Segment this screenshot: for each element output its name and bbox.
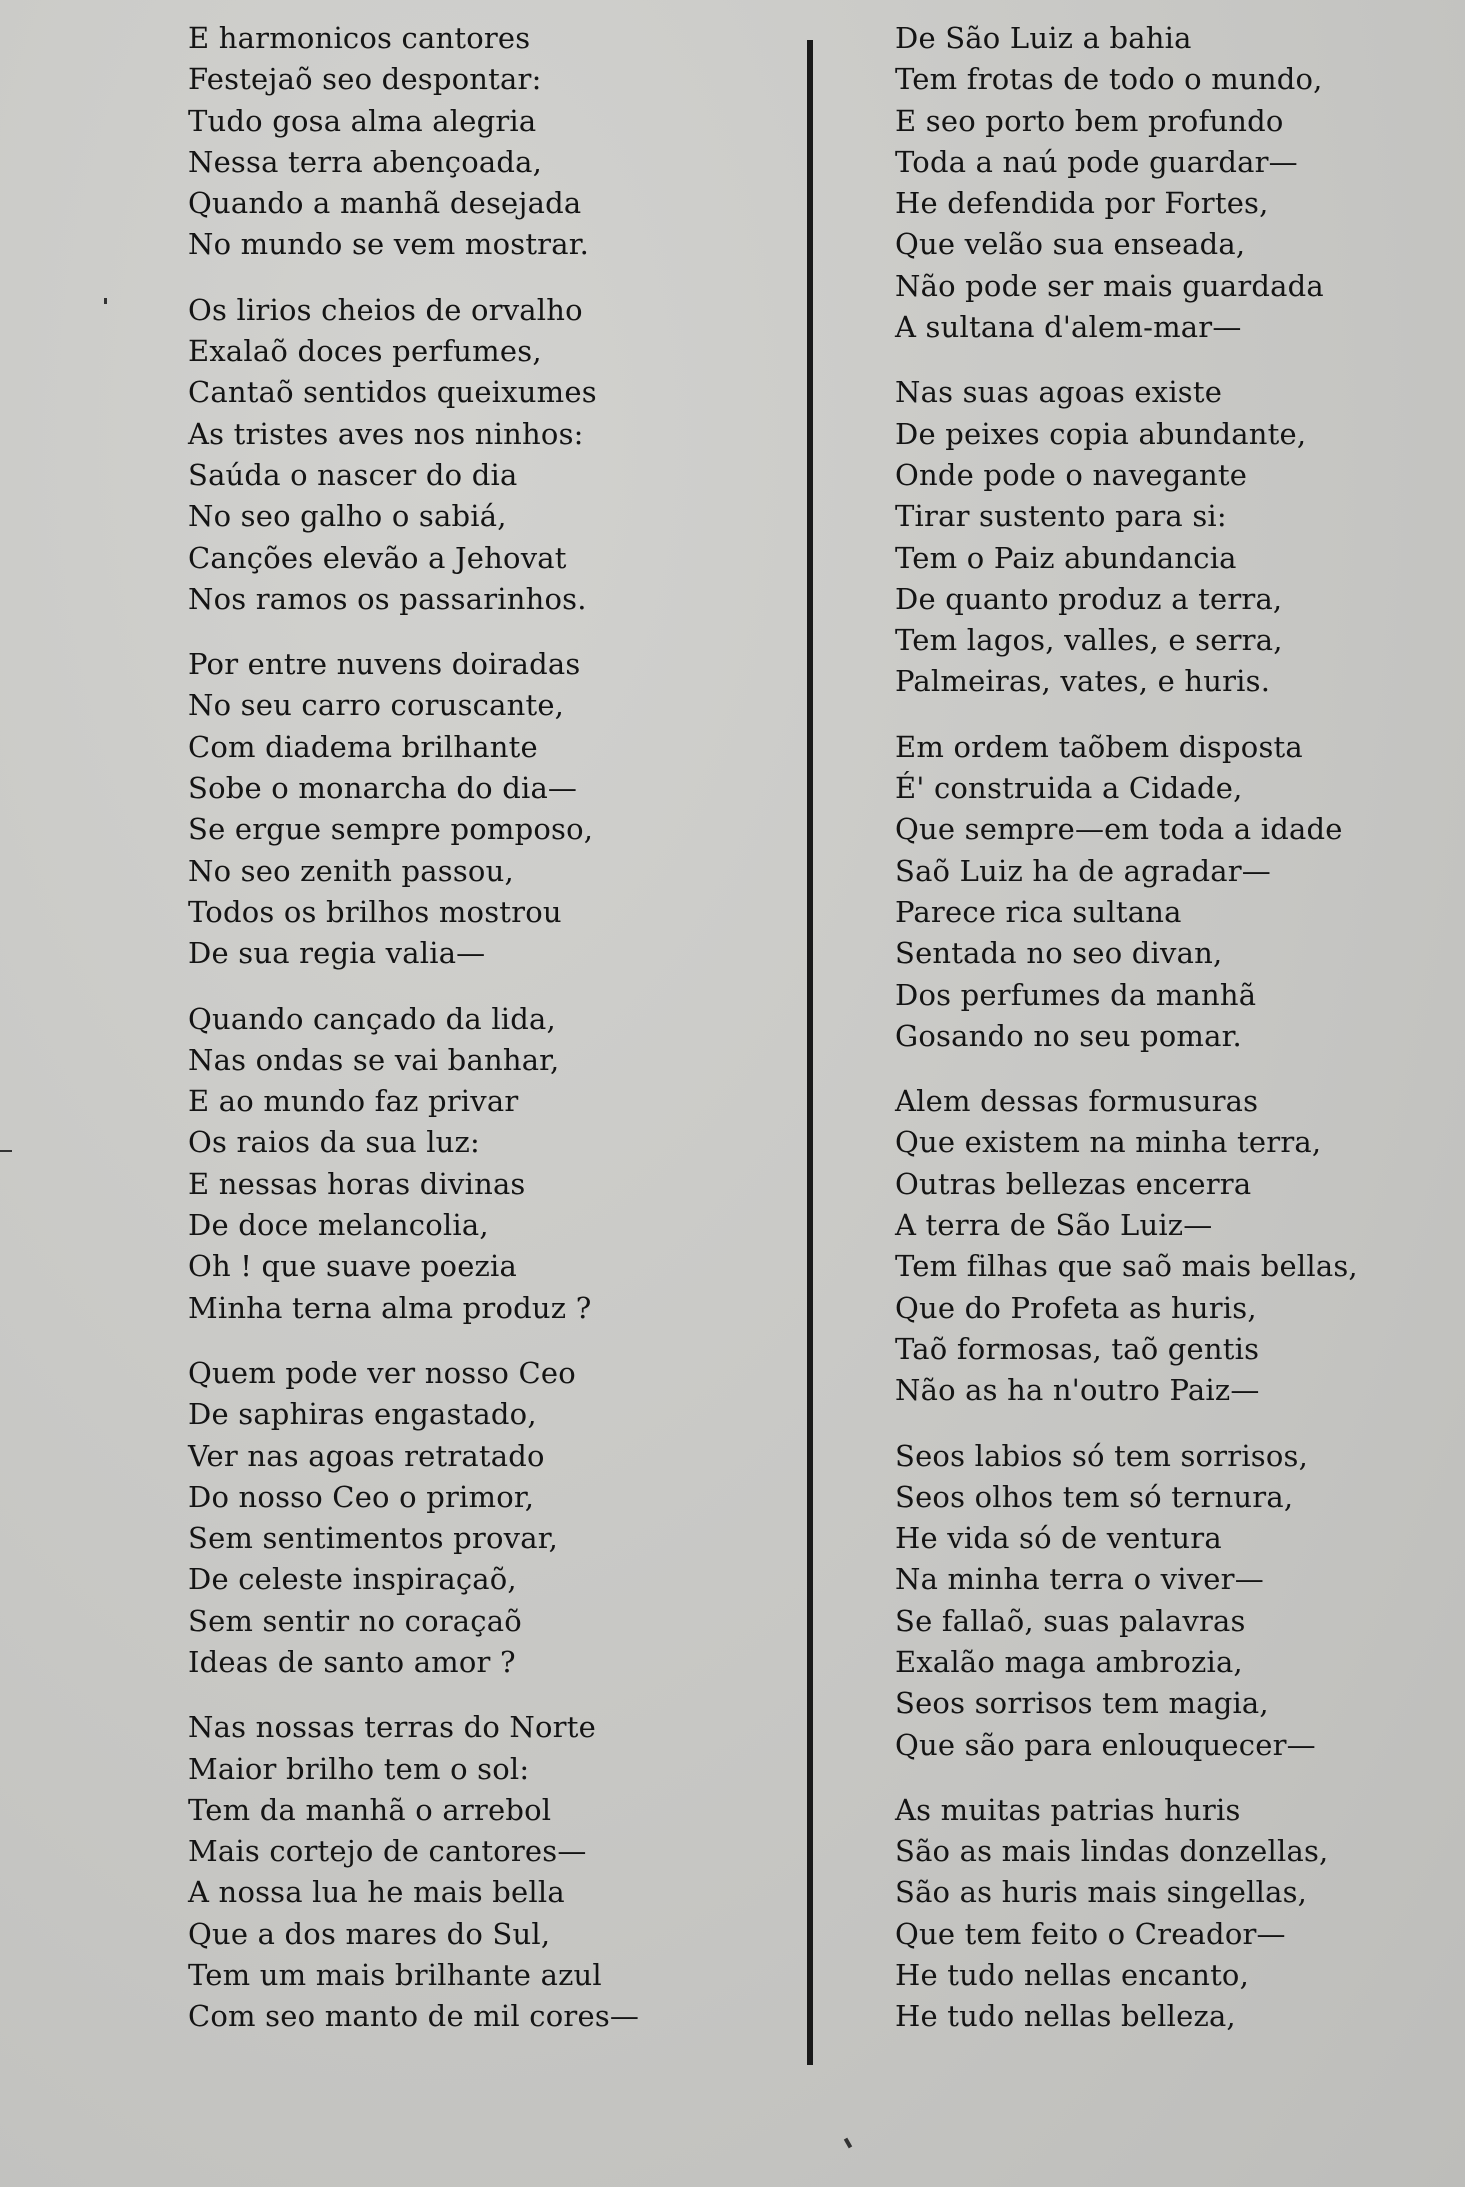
verse-line: Que são para enlouquecer— [895,1727,1316,1762]
verse-line: Saõ Luiz ha de agradar— [895,853,1271,888]
verse-line: He tudo nellas encanto, [895,1958,1250,1993]
verse-line: He tudo nellas belleza, [895,1999,1236,2034]
verse-line: Toda a naú pode guardar— [895,144,1298,179]
verse-line: As muitas patrias huris [895,1792,1241,1827]
verse-line: Todos os brilhos mostrou [188,894,562,929]
verse-line: Os raios da sua luz: [188,1125,481,1160]
verse-line: Nas nossas terras do Norte [188,1710,596,1745]
left-column [188,18,828,2062]
verse-line: Tem filhas que saõ mais bellas, [895,1249,1358,1284]
verse-line: Taõ formosas, taõ gentis [895,1331,1260,1366]
verse-line: Não as ha n'outro Paiz— [895,1373,1260,1408]
verse-line: Que a dos mares do Sul, [188,1916,551,1951]
verse-line: Oh ! que suave poezia [188,1249,518,1284]
verse-line: Em ordem taõbem disposta [895,729,1303,764]
verse-line: Que sempre—em toda a idade [895,812,1343,847]
stanza [188,1707,828,2037]
verse-line: Quando cançado da lida, [188,1001,556,1036]
verse-line: E harmonicos cantores [188,21,531,55]
verse-line: Quem pode ver nosso Ceo [188,1355,576,1390]
stanza [188,290,828,620]
verse-line: Na minha terra o viver— [895,1562,1264,1597]
verse-line: Tem o Paiz abundancia [895,540,1237,575]
ink-speck [844,2138,852,2149]
verse-line: De celeste inspiraçaõ, [188,1562,517,1597]
verse-line: São as huris mais singellas, [895,1875,1308,1910]
stanza [895,727,1455,1057]
verse-line: Que velão sua enseada, [895,227,1246,262]
verse-line: Que do Profeta as huris, [895,1290,1257,1325]
verse-line: De doce melancolia, [188,1208,489,1243]
verse-line: Com seo manto de mil cores— [188,1999,640,2034]
verse-line: Seos sorrisos tem magia, [895,1686,1269,1721]
verse-line: Exalão maga ambrozia, [895,1644,1243,1679]
verse-line: Sobe o monarcha do dia— [188,771,578,806]
verse-line: Quando a manhã desejada [188,186,582,221]
verse-line: No seo galho o sabiá, [188,499,507,534]
stanza [895,1436,1455,1766]
verse-line: Dos perfumes da manhã [895,977,1257,1012]
verse-line: Parece rica sultana [895,894,1182,929]
verse-line: Nessa terra abençoada, [188,144,543,179]
verse-line: De saphiras engastado, [188,1397,537,1432]
verse-line: E ao mundo faz privar [188,1084,519,1119]
verse-line: De São Luiz a bahia [895,21,1192,55]
verse-line: Seos labios só tem sorrisos, [895,1438,1309,1473]
verse-line: Por entre nuvens doiradas [188,647,581,682]
verse-line: A sultana d'alem-mar— [895,310,1242,345]
verse-line: Nas suas agoas existe [895,375,1223,410]
verse-line: Seos olhos tem só ternura, [895,1479,1294,1514]
verse-line: No seu carro coruscante, [188,688,565,723]
verse-line: As tristes aves nos ninhos: [188,416,584,451]
ink-speck [0,1150,12,1152]
verse-line: Gosando no seu pomar. [895,1018,1242,1053]
verse-line: Que existem na minha terra, [895,1125,1322,1160]
stanza [188,18,828,266]
verse-line: De quanto produz a terra, [895,581,1283,616]
verse-line: Maior brilho tem o sol: [188,1751,530,1786]
verse-line: A nossa lua he mais bella [188,1875,565,1910]
verse-line: Ideas de santo amor ? [188,1644,516,1679]
verse-line: Tem lagos, valles, e serra, [895,623,1283,658]
verse-line: Canções elevão a Jehovat [188,540,567,575]
verse-line: Não pode ser mais guardada [895,268,1324,303]
stanza [895,372,1455,702]
verse-line: E seo porto bem profundo [895,103,1284,138]
verse-line: Sem sentimentos provar, [188,1521,559,1556]
verse-line: Palmeiras, vates, e huris. [895,664,1271,699]
verse-line: Alem dessas formusuras [895,1084,1259,1119]
stanza [188,644,828,974]
verse-line: Outras bellezas encerra [895,1166,1252,1201]
verse-line: São as mais lindas donzellas, [895,1834,1329,1869]
verse-line: Nos ramos os passarinhos. [188,581,587,616]
verse-line: Tem um mais brilhante azul [188,1958,602,1993]
stanza [895,1790,1455,2038]
verse-line: Os lirios cheios de orvalho [188,292,583,327]
verse-line: Mais cortejo de cantores— [188,1834,587,1869]
verse-line: Tudo gosa alma alegria [188,103,537,138]
verse-line: Se fallaõ, suas palavras [895,1603,1246,1638]
verse-line: Saúda o nascer do dia [188,457,518,492]
stanza [895,1081,1455,1411]
verse-line: A terra de São Luiz— [895,1208,1213,1243]
stanza [188,999,828,1329]
right-column [895,18,1455,2062]
verse-line: Tirar sustento para si: [895,499,1227,534]
column-divider [807,40,813,2065]
verse-line: Nas ondas se vai banhar, [188,1042,560,1077]
verse-line: Com diadema brilhante [188,729,538,764]
verse-line: Sem sentir no coraçaõ [188,1603,522,1638]
verse-line: Que tem feito o Creador— [895,1916,1286,1951]
stanza [188,1353,828,1683]
verse-line: He defendida por Fortes, [895,186,1269,221]
stanza [895,18,1455,348]
verse-line: Exalaõ doces perfumes, [188,334,542,369]
verse-line: Tem frotas de todo o mundo, [895,62,1323,97]
ink-speck [104,298,107,304]
verse-line: Tem da manhã o arrebol [188,1792,552,1827]
verse-line: E nessas horas divinas [188,1166,526,1201]
verse-line: Minha terna alma produz ? [188,1290,592,1325]
verse-line: Se ergue sempre pomposo, [188,812,594,847]
verse-line: No mundo se vem mostrar. [188,227,590,262]
verse-line: Sentada no seo divan, [895,936,1223,971]
verse-line: Ver nas agoas retratado [188,1438,545,1473]
verse-line: Cantaõ sentidos queixumes [188,375,597,410]
verse-line: De peixes copia abundante, [895,416,1307,451]
verse-line: Festejaõ seo despontar: [188,62,542,97]
verse-line: He vida só de ventura [895,1521,1222,1556]
verse-line: De sua regia valia— [188,936,486,971]
verse-line: No seo zenith passou, [188,853,514,888]
verse-line: Do nosso Ceo o primor, [188,1479,535,1514]
verse-line: Onde pode o navegante [895,457,1248,492]
verse-line: É' construida a Cidade, [895,771,1243,806]
